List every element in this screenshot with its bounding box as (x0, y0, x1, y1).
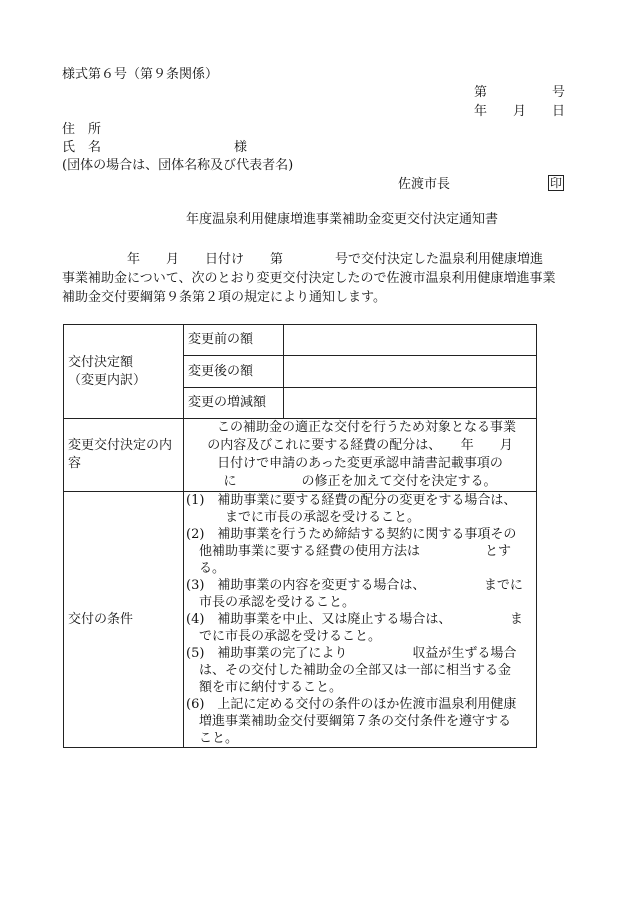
body-line: 補助金交付要綱第９条第２項の規定により通知します。 (62, 290, 386, 305)
condition-line: (4) 補助事業を中止、又は廃止する場合は、 ま (186, 612, 523, 627)
condition-line: (1) 補助事業に要する経費の配分の変更をする場合は、 (186, 493, 517, 508)
amount-before-cell (284, 325, 537, 356)
sub-row-label-after: 変更後の額 (184, 356, 284, 388)
group-note: (団体の場合は、団体名称及び代表者名) (62, 158, 294, 173)
conditions-list (184, 492, 537, 748)
condition-line: (3) 補助事業の内容を変更する場合は、 までに (186, 578, 523, 593)
condition-line: は、その交付した補助金の全部又は一部に相当する金 (186, 663, 512, 678)
condition-line: 額を市に納付すること。 (186, 680, 343, 695)
grant-amount-label: 交付決定額 （変更内訳） (64, 325, 184, 419)
document-title: 年度温泉利用健康増進事業補助金変更交付決定通知書 (186, 212, 499, 227)
sub-row-label-diff: 変更の増減額 (184, 388, 284, 419)
condition-line: る。 (186, 561, 226, 576)
document-number: 第 号 (474, 85, 566, 100)
honorific: 様 (234, 140, 248, 155)
condition-line: (6) 上記に定める交付の条件のほか佐渡市温泉利用健康 (186, 697, 517, 712)
sub-row-label-before: 変更前の額 (184, 325, 284, 356)
seal-mark (548, 175, 564, 193)
body-line: 年 月 日付け 第 号で交付決定した温泉利用健康増進 (62, 252, 544, 267)
decision-table (63, 324, 537, 748)
change-content-label: 変更交付決定の内 容 (64, 419, 184, 492)
condition-line: までに市長の承認を受けること。 (186, 510, 421, 525)
seal-char: 印 (550, 176, 563, 190)
address-label: 住 所 (62, 122, 102, 137)
amount-diff-cell (284, 388, 537, 419)
condition-line: 他補助事業に要する経費の使用方法は とす (186, 544, 512, 559)
condition-line: 市長の承認を受けること。 (186, 595, 356, 610)
form-number: 様式第６号（第９条関係） (62, 67, 219, 82)
notification-body (62, 250, 562, 307)
conditions-label: 交付の条件 (64, 492, 184, 748)
condition-line: (2) 補助事業を行うため締結する契約に関する事項その (186, 527, 517, 542)
condition-line: こと。 (186, 731, 239, 746)
condition-line: 増進事業補助金交付要綱第７条の交付条件を遵守する (186, 714, 512, 729)
document-date: 年 月 日 (474, 104, 566, 119)
name-label: 氏 名 (62, 140, 102, 155)
change-content-text: この補助金の適正な交付を行うため対象となる事業 の内容及びこれに要する経費の配分は、 年 月 日付けで申請のあった変更承認申請書記載事項の に の修正を加えて交付を決定する。 (184, 419, 537, 492)
condition-line: (5) 補助事業の完了により 収益が生ずる場合 (186, 646, 517, 661)
amount-after-cell (284, 356, 537, 388)
condition-line: でに市長の承認を受けること。 (186, 629, 382, 644)
body-line: 事業補助金について、次のとおり変更交付決定したので佐渡市温泉利用健康増進事業 (62, 271, 556, 286)
issuer-name: 佐渡市長 (398, 177, 451, 192)
